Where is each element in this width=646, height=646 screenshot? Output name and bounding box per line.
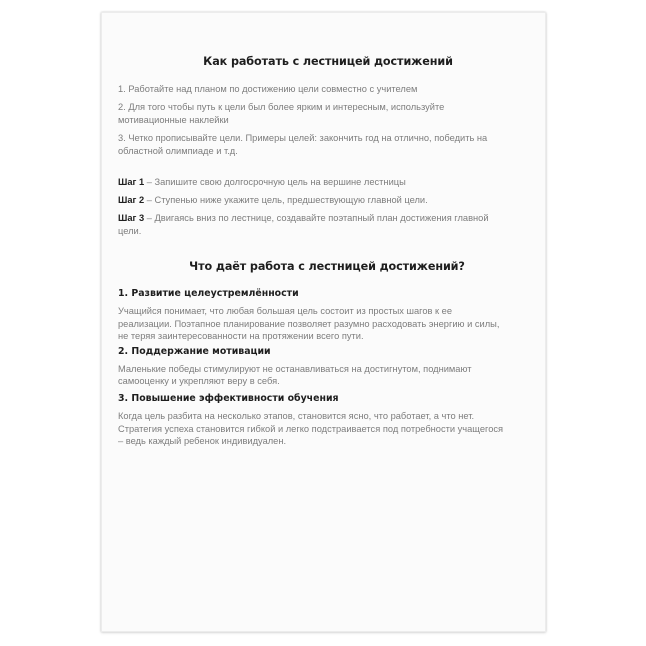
benefit-text: Маленькие победы стимулируют не останавливаться на достигнутом, поднимают самооценку и укрепляют веру в себя. [118, 363, 472, 387]
benefit-heading: 1. Развитие целеустремлённости [118, 288, 299, 300]
step-label: Шаг 1 [118, 177, 145, 188]
benefit-section [118, 346, 508, 388]
step-text: – Двигаясь вниз по лестнице, создавайте поэтапный план достижения главной цели. [118, 213, 489, 237]
step-item [118, 176, 508, 189]
step-text: – Запишите свою долгосрочную цель на вершине лестницы [144, 177, 406, 188]
step-label: Шаг 3 [118, 213, 145, 224]
page-title: Как работать с лестницей достижений [203, 55, 453, 68]
rules-list [118, 83, 508, 158]
benefit-section [118, 393, 508, 448]
step-text: – Ступенью ниже укажите цель, предшествующую главной цели. [144, 195, 428, 206]
rule-item: 1. Работайте над планом по достижению цели совместно с учителем [118, 84, 418, 94]
document-page [101, 12, 546, 632]
benefit-text: Учащийся понимает, что любая большая цель состоит из простых шагов к ее реализации. Поэтапное планирование позволяет разумно расходовать энергию и силы, не теряя заинтересованности на протяжении всего пути. [118, 306, 500, 342]
page-content [118, 53, 508, 448]
step-item [118, 212, 508, 238]
benefit-section [118, 288, 508, 343]
rule-item: 3. Четко прописывайте цели. Примеры целей: закончить год на отлично, победить на областной олимпиаде и т.д. [118, 132, 488, 156]
benefit-heading: 2. Поддержание мотивации [118, 345, 271, 357]
section-title: Что даёт работа с лестницей достижений? [189, 260, 465, 274]
step-item [118, 194, 508, 207]
step-label: Шаг 2 [118, 195, 145, 206]
rule-item: 2. Для того чтобы путь к цели был более ярким и интересным, используйте мотивационные наклейки [118, 101, 445, 125]
steps-list [118, 176, 508, 238]
benefit-heading: 3. Повышение эффективности обучения [118, 392, 339, 404]
benefit-text: Когда цель разбита на несколько этапов, становится ясно, что работает, а что нет. Стратегия успеха становится гибкой и легко подстраивается под потребности учащегося – ведь каждый ребенок индивидуален. [118, 410, 504, 447]
